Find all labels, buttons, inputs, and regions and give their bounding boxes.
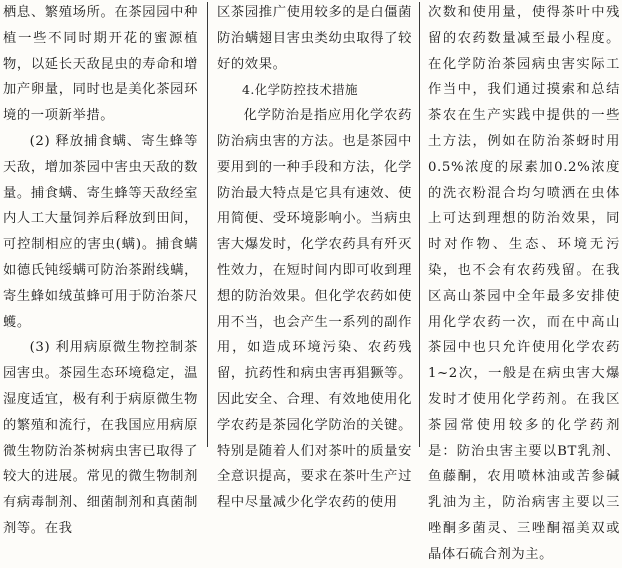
column-divider-1	[207, 2, 208, 447]
paragraph-pesticide-usage-continuation: 次数和使用量，使得茶叶中残留的农药数量减至最小程度。在化学防治茶园病虫害实际工作当中，我们通过摸索和总结茶农在生产实践中提供的一些土方法，例如在防治茶蚜时用0.5%浓度的尿素加0.2%浓度的洗衣粉混合均匀喷洒在虫体上可达到理想的防治效果，同时对作物、生态、环境无污染，也不会有农药残留。在我区高山茶园中全年最多安排使用化学农药一次，而在中高山茶园中也只允许使用化学农药1~2次，一般是在病虫害大爆发时才使用化学药剂。在我区茶园常使用较多的化学药剂是：防治虫害主要以BT乳剂、鱼藤酮，农用喷林油或苦参碱乳油为主，防治病害主要以三唑酮多菌灵、三唑酮福美双或晶体石硫合剂为主。	[428, 5, 620, 562]
text-column-3	[428, 0, 620, 562]
paragraph-chemical-control: 化学防治是指应用化学农药防治病虫害的方法。也是茶园中要用到的一种手段和方法，化学防治最大特点是它具有速效、使用简便、受环境影响小。当病虫害大爆发时，化学农药具有歼灭性效力，在短时间内即可收到理想的防治效果。但化学农药如使用不当，也会产生一系列的副作用，如造成环境污染、农药残留，抗药性和病虫害再猖獗等。因此安全、合理、有效地使用化学农药是茶园化学防治的关键。特别是随着人们对茶叶的质量安全意识提高，要求在茶叶生产过程中尽量减少化学农药的使用	[217, 108, 412, 511]
section-heading-chemical-control: 4.化学防控技术措施	[242, 82, 358, 98]
text-column-1	[3, 0, 198, 536]
paragraph-habitat-continuation: 栖息、繁殖场所。在茶园园中种植一些不同时期开花的蜜源植物，以延长天敌昆虫的寿命和增加产卵量，同时也是美化茶园环境的一项新举措。	[3, 5, 198, 124]
paragraph-microbial-control: (3) 利用病原微生物控制茶园害虫。茶园生态环境稳定，温湿度适宜，极有利于病原微生物的繁殖和流行，在我国应用病原微生物防治茶树病虫害已取得了较大的进展。常见的微生物制剂有病毒制剂、细菌制剂和真菌制剂等。在我	[3, 340, 198, 536]
text-column-2	[217, 0, 412, 511]
paragraph-release-natural-enemies: (2) 释放捕食螨、寄生蜂等天敌，增加茶园中害虫天敌的数量。捕食螨、寄生蜂等天敌经室内人工大量饲养后释放到田间，可控制相应的害虫(螨)。捕食螨如德氏钝绥螨可防治茶跗线螨，寄生蜂如绒茧蜂可用于防治茶尺蠖。	[3, 133, 198, 330]
column-divider-2	[419, 2, 420, 447]
paragraph-beauveria-continuation: 区茶园推广使用较多的是白僵菌防治螨翅目害虫类幼虫取得了较好的效果。	[217, 5, 412, 72]
